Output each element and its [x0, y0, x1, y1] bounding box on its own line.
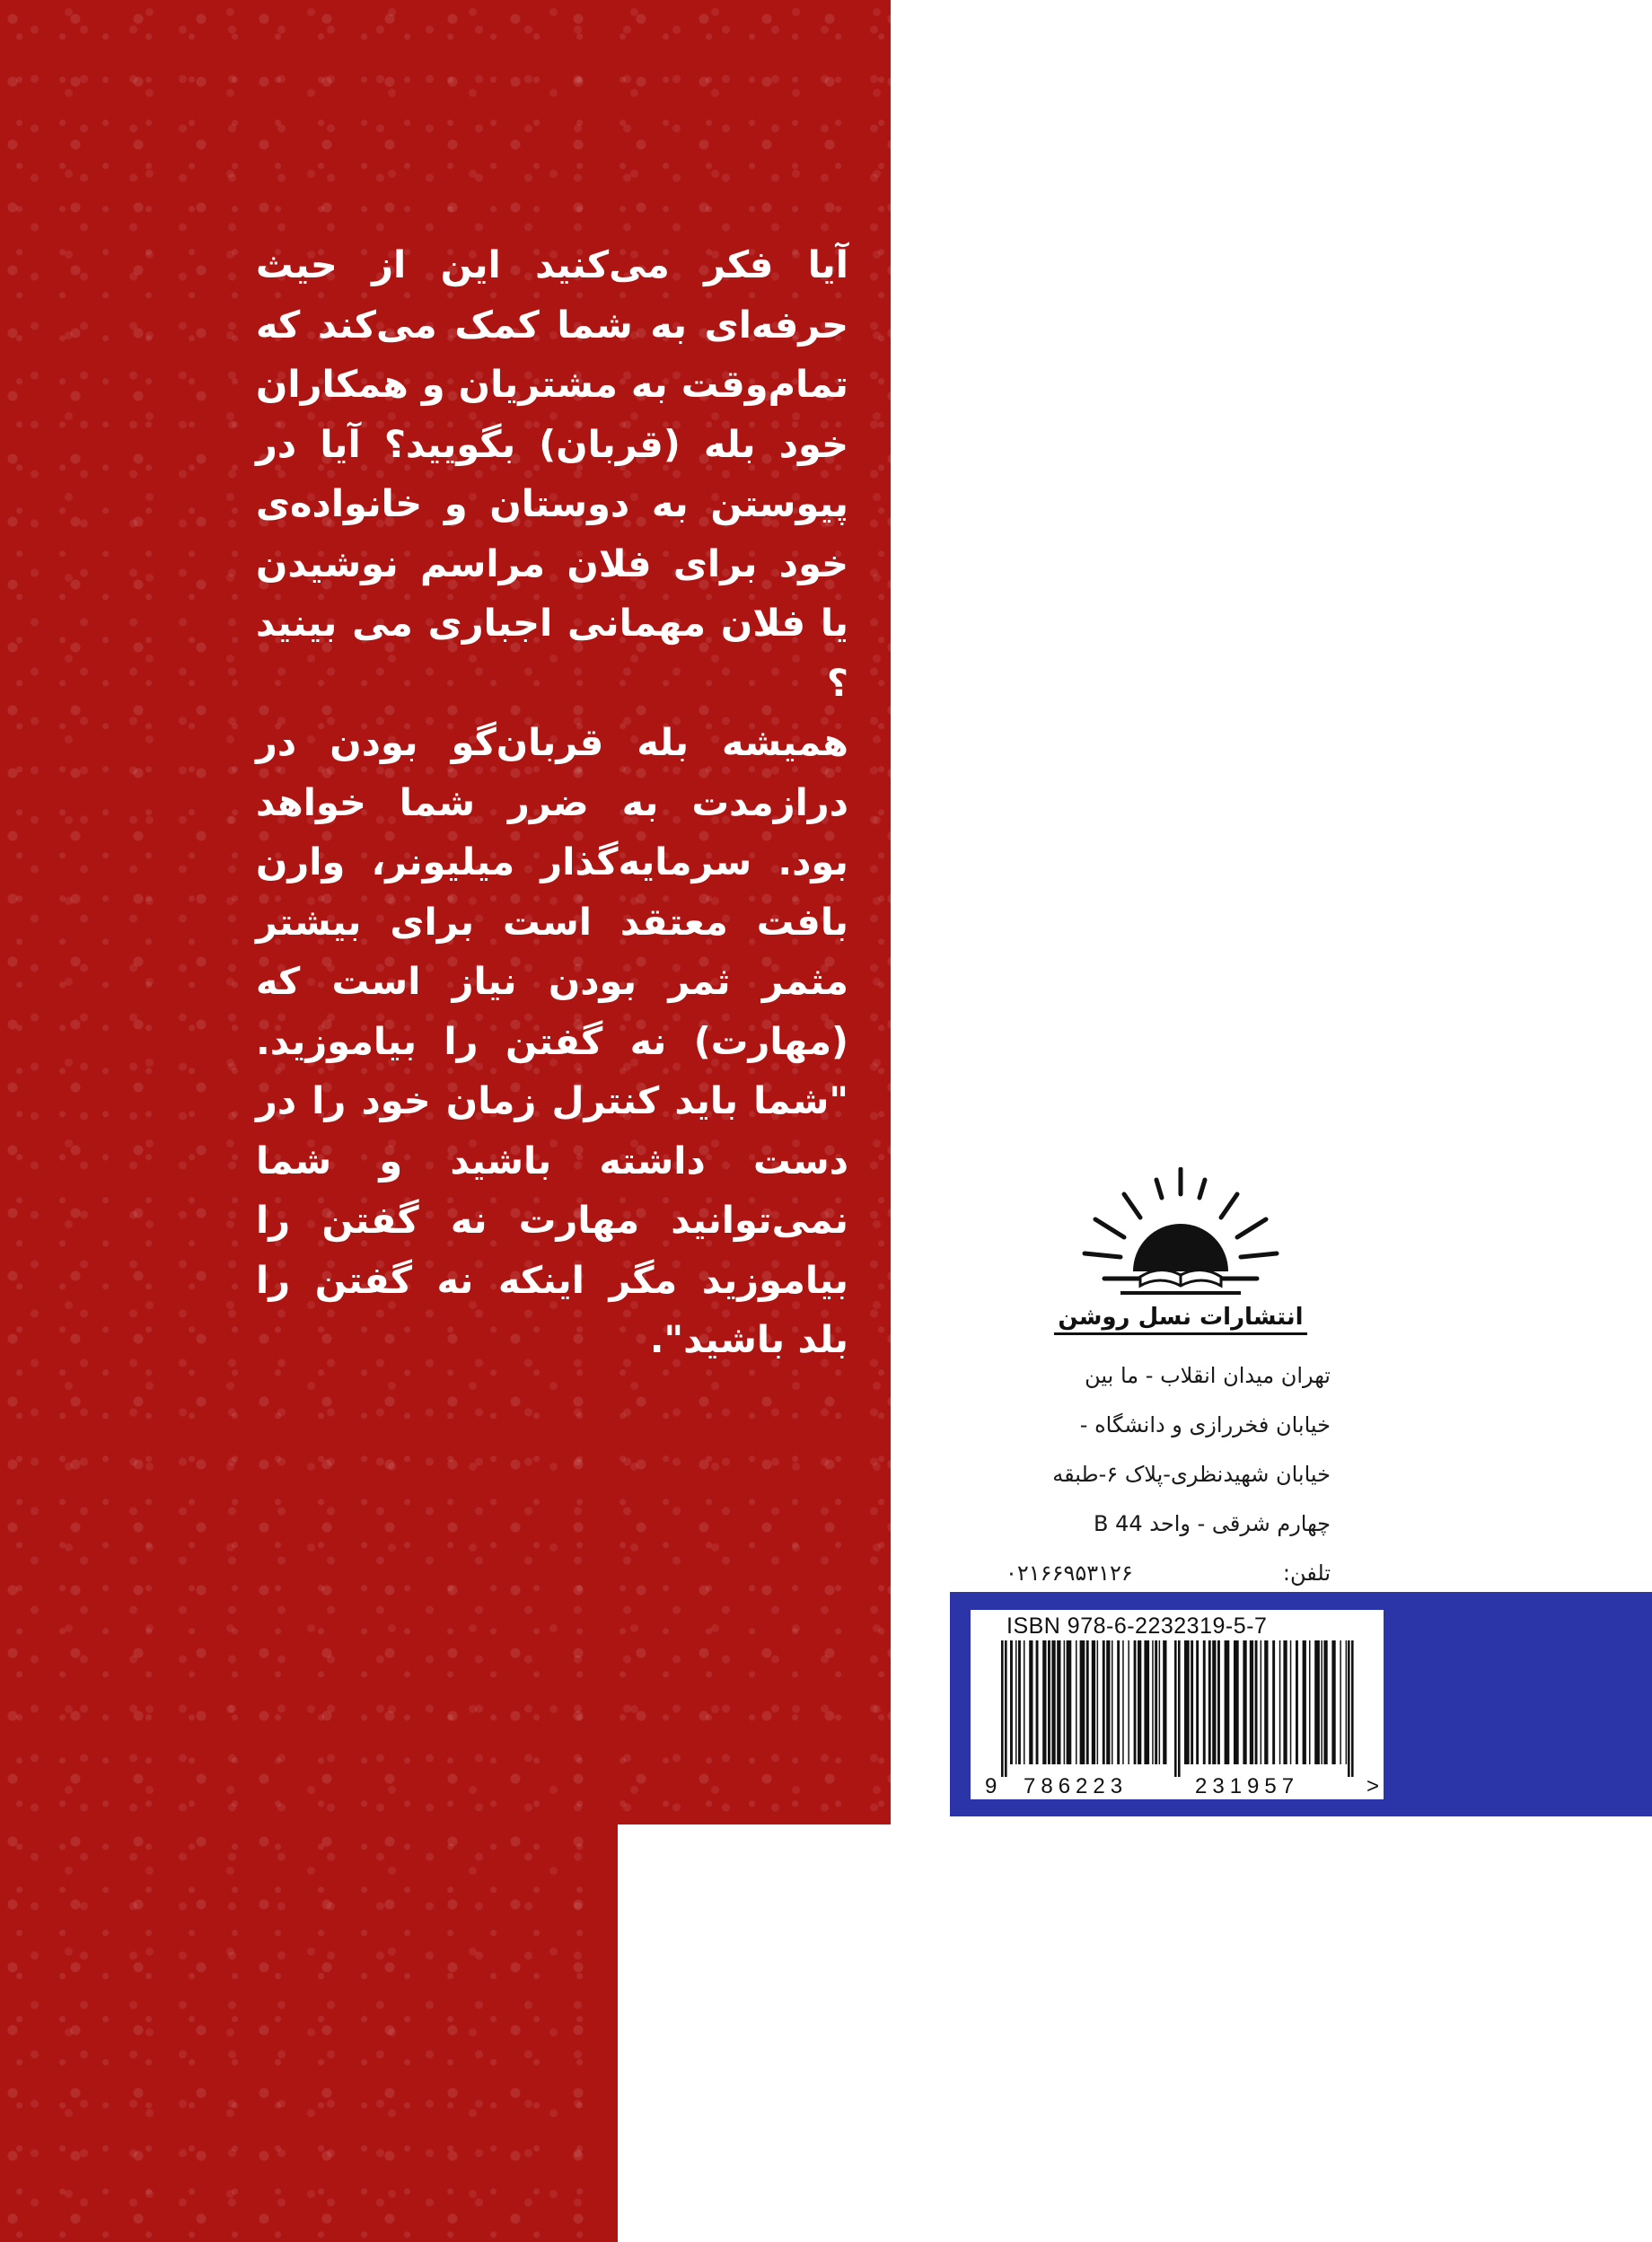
barcode-bar [1261, 1640, 1262, 1764]
barcode-bar [1086, 1640, 1089, 1764]
publisher-name: انتشارات نسل روشن [1054, 1304, 1306, 1335]
barcode-bar [1080, 1640, 1085, 1764]
back-cover-blurb [256, 235, 848, 1370]
barcode-bar [1309, 1640, 1311, 1764]
barcode-bar [1134, 1640, 1137, 1764]
white-cutout [618, 1824, 891, 2242]
barcode-bar [1010, 1640, 1013, 1764]
barcode-guard-bar [1348, 1640, 1350, 1777]
barcode-bar [1290, 1640, 1292, 1764]
publisher-logo [1024, 1167, 1338, 1335]
barcode-bar [1212, 1640, 1216, 1764]
phone-number: ۰۲۱۶۶۹۵۳۱۲۶ [1006, 1561, 1133, 1586]
barcode-bar [1097, 1640, 1099, 1764]
barcode-bars [981, 1640, 1373, 1777]
address-line: چهارم شرقی - واحد 44 B [1093, 1511, 1331, 1536]
barcode-bar [1112, 1640, 1113, 1764]
barcode-bar [1314, 1640, 1320, 1764]
barcode-guard-bar [1351, 1640, 1354, 1777]
barcode-bar [1184, 1640, 1190, 1764]
barcode-bar [1138, 1640, 1141, 1764]
barcode-bar [1122, 1640, 1124, 1764]
barcode-bar [1303, 1640, 1306, 1764]
barcode-guard-bar [1001, 1640, 1004, 1777]
barcode-bar [1225, 1640, 1230, 1764]
barcode-bar [1103, 1640, 1105, 1764]
barcode-bar [1255, 1640, 1258, 1764]
barcode-bar [1018, 1640, 1021, 1764]
barcode-digit-group2: 231957 [1195, 1774, 1300, 1798]
barcode-bar [1064, 1640, 1066, 1764]
barcode-bar [1243, 1640, 1246, 1764]
blurb-paragraph-1: آیا فکر می‌کنید این از حیث حرفه‌ای به شما کمک می‌کند که تمام‌وقت به مشتریان و همکاران خود بله (قربان) بگویید؟ آیا در پیوستن به دوستان و خانواده‌ی خود برای فلان مراسم نوشیدن یا فلان مهمانی اجباری می بینید ؟ [256, 242, 848, 705]
barcode-bar [1283, 1640, 1287, 1764]
barcode-bar [1048, 1640, 1050, 1764]
address-line: تهران میدان انقلاب - ما بین [1085, 1363, 1331, 1388]
phone-label: تلفن: [1282, 1561, 1331, 1586]
barcode-bar [1042, 1640, 1046, 1764]
barcode-bar [1024, 1640, 1025, 1764]
barcode-bar [1155, 1640, 1157, 1764]
barcode-bar [1191, 1640, 1193, 1764]
barcode-bar [1264, 1640, 1268, 1764]
address-line: خیابان فخررازی و دانشگاه - [1079, 1412, 1331, 1438]
barcode-bar [1296, 1640, 1298, 1764]
barcode-bar [1340, 1640, 1341, 1764]
address-line: خیابان شهیدنظری-پلاک ۶-طبقه [1052, 1462, 1331, 1487]
barcode-bar [1234, 1640, 1239, 1764]
barcode-bar [1203, 1640, 1206, 1764]
barcode-bar [1128, 1640, 1129, 1764]
barcode-bar [1092, 1640, 1095, 1764]
sunrise-book-icon [1068, 1167, 1293, 1302]
barcode-bar [1272, 1640, 1275, 1764]
barcode-bar [1015, 1640, 1017, 1764]
barcode-bar [1217, 1640, 1220, 1764]
barcode-digit-lead: 9 [985, 1774, 997, 1798]
barcode-digit-tail: > [1366, 1774, 1380, 1798]
barcode-bar [1323, 1640, 1327, 1764]
barcode-bar [1331, 1640, 1335, 1764]
barcode-bar [1051, 1640, 1055, 1764]
barcode-bar [1144, 1640, 1149, 1764]
isbn-label: ISBN 978-6-2232319-5-7 [1006, 1613, 1268, 1639]
barcode-guard-bar [1005, 1640, 1007, 1777]
barcode-bar [1159, 1640, 1161, 1764]
barcode-digit-group1: 786223 [1024, 1774, 1129, 1798]
barcode-bar [1250, 1640, 1253, 1764]
barcode-bar [1208, 1640, 1211, 1764]
barcode-bar [1067, 1640, 1072, 1764]
barcode-bar [1163, 1640, 1166, 1764]
barcode-bar [1106, 1640, 1110, 1764]
phone-row [1006, 1549, 1331, 1598]
barcode-bar [1321, 1640, 1322, 1764]
barcode-bar [1057, 1640, 1060, 1764]
barcode-bar [1346, 1640, 1348, 1764]
barcode-guard-bar [1178, 1640, 1181, 1777]
barcode-bar [1036, 1640, 1039, 1764]
publisher-address [1006, 1351, 1331, 1598]
barcode-bar [1029, 1640, 1032, 1764]
barcode-bar [1076, 1640, 1077, 1764]
blurb-paragraph-2: همیشه بله قربان‌گو بودن در درازمدت به ضرر شما خواهد بود. سرمایه‌گذار میلیونر، وارن بافت معتقد است برای بیشتر مثمر ثمر بودن نیاز است که (مهارت) نه گفتن را بیاموزید. "شما باید کنترل زمان خود را در دست داشته باشید و شما نمی‌توانید مهارت نه گفتن را بیاموزید مگر اینکه نه گفتن را بلد باشید". [256, 720, 848, 1361]
barcode-bar [1196, 1640, 1199, 1764]
barcode-bar [1117, 1640, 1120, 1764]
barcode-bar [1279, 1640, 1281, 1764]
barcode-bar [1152, 1640, 1154, 1764]
barcode-guard-bar [1174, 1640, 1177, 1777]
